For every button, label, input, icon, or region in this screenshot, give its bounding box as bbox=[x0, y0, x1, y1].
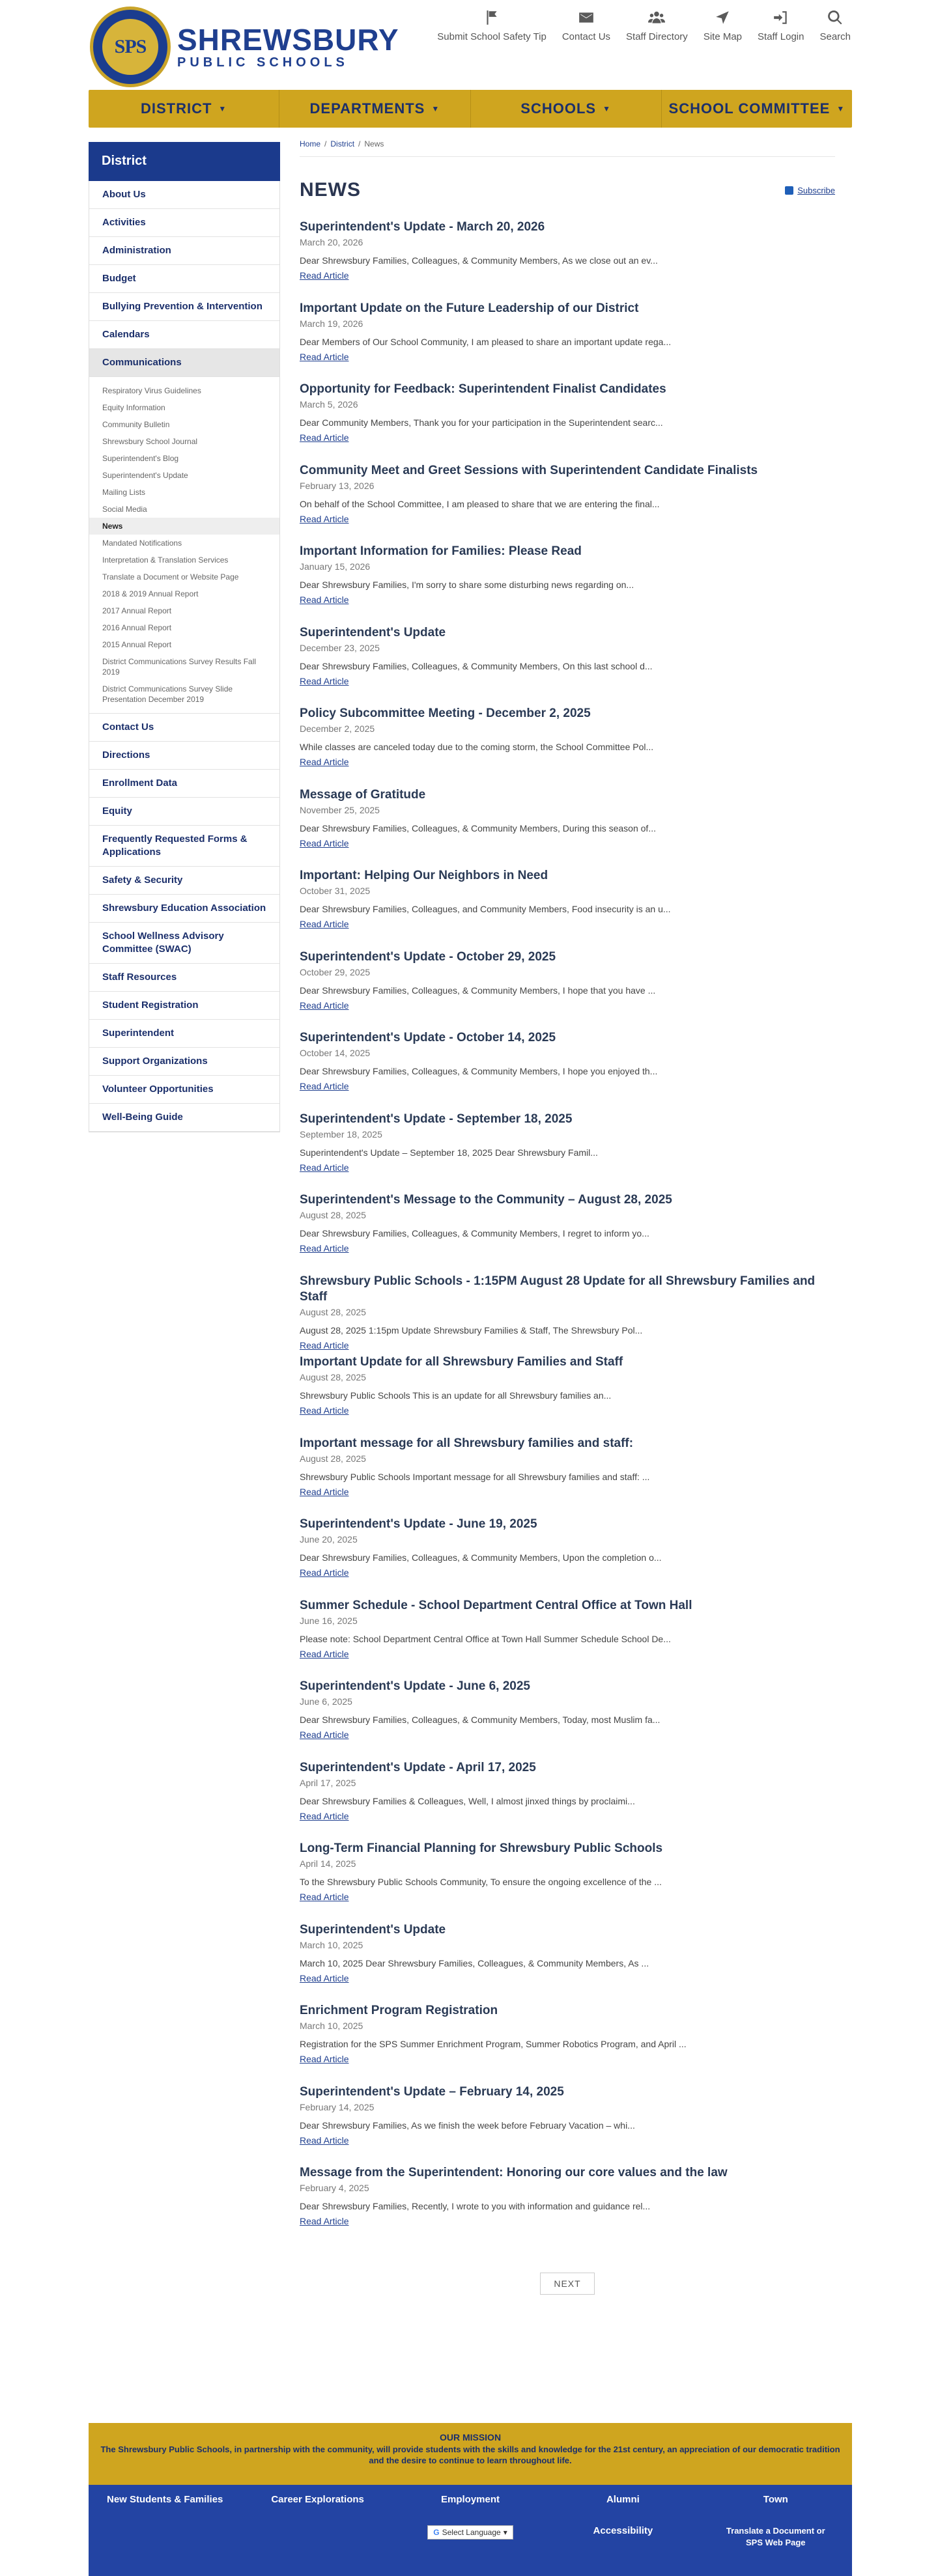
news-article bbox=[300, 1112, 835, 1193]
article-excerpt: Dear Community Members, Thank you for your participation in the Superintendent searc... bbox=[300, 417, 663, 428]
breadcrumb-separator: / bbox=[324, 139, 327, 148]
article-title[interactable]: Summer Schedule - School Department Central Office at Town Hall bbox=[300, 1598, 692, 1612]
footer-col bbox=[89, 2494, 241, 2576]
article-excerpt: Dear Shrewsbury Families, Colleagues, & Community Members, On this last school d... bbox=[300, 660, 653, 671]
breadcrumb-home[interactable]: Home bbox=[300, 139, 321, 148]
sidebar-subitem[interactable]: News bbox=[89, 518, 279, 535]
article-date: March 10, 2025 bbox=[300, 2021, 363, 2031]
news-main bbox=[300, 139, 835, 2295]
article-date: March 5, 2026 bbox=[300, 399, 358, 410]
article-date: August 28, 2025 bbox=[300, 1372, 366, 1382]
article-title[interactable]: Superintendent's Update - June 6, 2025 bbox=[300, 1679, 530, 1693]
article-list bbox=[300, 219, 835, 2247]
sidebar-subitem[interactable]: Translate a Document or Website Page bbox=[102, 572, 239, 581]
news-article bbox=[300, 1760, 835, 1841]
sidebar-subitem[interactable]: 2017 Annual Report bbox=[102, 606, 172, 615]
article-title[interactable]: Shrewsbury Public Schools - 1:15PM August 28 Update for all Shrewsbury Families and Staff bbox=[300, 1274, 816, 1304]
article-excerpt: Dear Shrewsbury Families, Recently, I wrote to you with information and guidance rel... bbox=[300, 2201, 651, 2211]
article-date: April 17, 2025 bbox=[300, 1777, 356, 1788]
article-excerpt: Registration for the SPS Summer Enrichment Program, Summer Robotics Program, and April ... bbox=[300, 2039, 687, 2049]
article-title[interactable]: Message of Gratitude bbox=[300, 787, 426, 802]
article-date: January 15, 2026 bbox=[300, 561, 371, 572]
footer-col bbox=[547, 2494, 699, 2576]
news-article bbox=[300, 1598, 835, 1679]
sidebar-subitem[interactable]: Social Media bbox=[102, 505, 147, 514]
pagination bbox=[300, 2273, 835, 2295]
sidebar-subitem[interactable]: District Communications Survey Results Fall 2019 bbox=[102, 657, 257, 677]
article-date: February 13, 2026 bbox=[300, 480, 375, 491]
article-title[interactable]: Superintendent's Message to the Community – August 28, 2025 bbox=[300, 1193, 672, 1207]
article-title[interactable]: Superintendent's Update bbox=[300, 625, 446, 639]
read-article-link[interactable]: Read Article bbox=[300, 1405, 349, 1416]
staff-login-link[interactable] bbox=[750, 9, 812, 42]
nav-label: SCHOOLS bbox=[520, 100, 597, 117]
read-article-link[interactable]: Read Article bbox=[300, 513, 349, 524]
read-article-link[interactable]: Read Article bbox=[300, 595, 349, 605]
article-date: February 4, 2025 bbox=[300, 2183, 369, 2193]
sidebar-subitem[interactable]: Mailing Lists bbox=[102, 488, 146, 497]
mission-statement bbox=[89, 2423, 852, 2485]
util-label: Contact Us bbox=[561, 31, 611, 42]
article-excerpt: Dear Shrewsbury Families, Colleagues, & Community Members, I regret to inform yo... bbox=[300, 1228, 649, 1239]
news-article bbox=[300, 1192, 835, 1274]
sign-in-icon bbox=[773, 9, 789, 26]
article-excerpt: Dear Shrewsbury Families, Colleagues, and Community Members, Food insecurity is an u... bbox=[300, 904, 671, 914]
read-article-link[interactable]: Read Article bbox=[300, 919, 349, 929]
sidebar-list bbox=[89, 181, 280, 1132]
read-article-link[interactable]: Read Article bbox=[300, 1567, 349, 1578]
search-link[interactable] bbox=[812, 9, 859, 42]
news-article bbox=[300, 2165, 835, 2247]
sidebar-subitem[interactable]: District Communications Survey Slide Presentation December 2019 bbox=[102, 684, 233, 704]
site-map-link[interactable] bbox=[696, 9, 750, 42]
footer-links bbox=[89, 2485, 852, 2576]
read-article-link[interactable]: Read Article bbox=[300, 432, 349, 443]
article-title[interactable]: Message from the Superintendent: Honoring our core values and the law bbox=[300, 2166, 728, 2179]
article-excerpt: Dear Members of Our School Community, I am pleased to share an important update rega... bbox=[300, 336, 672, 347]
news-article bbox=[300, 544, 835, 625]
read-article-link[interactable]: Read Article bbox=[300, 1081, 349, 1091]
article-excerpt: Please note: School Department Central Office at Town Hall Summer Schedule School De... bbox=[300, 1633, 671, 1644]
article-date: February 14, 2025 bbox=[300, 2101, 375, 2112]
footer-careers-link[interactable]: Career Explorations bbox=[271, 2494, 364, 2505]
sidebar-item-communications[interactable]: Communications bbox=[89, 349, 279, 377]
read-article-link[interactable]: Read Article bbox=[300, 1339, 349, 1351]
news-article bbox=[300, 219, 835, 301]
people-icon bbox=[648, 9, 665, 26]
article-date: October 31, 2025 bbox=[300, 886, 371, 896]
article-date: November 25, 2025 bbox=[300, 804, 380, 815]
site-header bbox=[0, 0, 938, 90]
article-title[interactable]: Superintendent's Update – February 14, 2025 bbox=[300, 2084, 564, 2099]
article-title[interactable]: Superintendent's Update - October 14, 2025 bbox=[300, 1031, 556, 1044]
contact-us-link[interactable] bbox=[554, 9, 618, 42]
sidebar-subitem[interactable]: Respiratory Virus Guidelines bbox=[102, 386, 201, 395]
sidebar-item[interactable]: Bullying Prevention & Intervention bbox=[89, 293, 279, 321]
chevron-down-icon: ▾ bbox=[503, 2528, 507, 2537]
sidebar-subitem[interactable]: 2018 & 2019 Annual Report bbox=[102, 589, 199, 598]
site-footer bbox=[89, 2423, 852, 2547]
article-excerpt: Dear Shrewsbury Families, Colleagues, & Community Members, I hope you enjoyed th... bbox=[300, 1066, 658, 1076]
news-article bbox=[300, 2003, 835, 2084]
article-title[interactable]: Policy Subcommittee Meeting - December 2, 2025 bbox=[300, 707, 591, 720]
subscribe-link[interactable] bbox=[785, 186, 835, 195]
chevron-down-icon: ▼ bbox=[431, 104, 440, 113]
language-select-label: Select Language bbox=[442, 2528, 501, 2537]
utility-nav bbox=[429, 9, 859, 42]
article-date: December 2, 2025 bbox=[300, 723, 375, 734]
nav-schools[interactable] bbox=[471, 90, 662, 128]
page-title: NEWS bbox=[300, 179, 361, 201]
article-title[interactable]: Important Update on the Future Leadership of our District bbox=[300, 301, 639, 315]
util-label: Search bbox=[819, 31, 851, 42]
footer-employment-link[interactable]: Employment bbox=[440, 2494, 500, 2505]
google-g-icon: G bbox=[433, 2528, 440, 2537]
nav-label: DISTRICT bbox=[140, 100, 212, 117]
article-title[interactable]: Community Meet and Greet Sessions with Superintendent Candidate Finalists bbox=[300, 463, 758, 477]
sidebar-item[interactable]: Activities bbox=[89, 209, 279, 237]
read-article-link[interactable]: Read Article bbox=[300, 2216, 349, 2226]
article-excerpt: Dear Shrewsbury Families, As we finish the week before February Vacation – whi... bbox=[300, 2120, 635, 2131]
read-article-link[interactable]: Read Article bbox=[300, 1810, 349, 1821]
sidebar-submenu bbox=[89, 377, 279, 714]
article-date: September 18, 2025 bbox=[300, 1128, 382, 1140]
sidebar-subitem[interactable]: 2016 Annual Report bbox=[102, 623, 172, 632]
mission-title: OUR MISSION bbox=[439, 2432, 502, 2443]
read-article-link[interactable]: Read Article bbox=[300, 270, 349, 281]
article-excerpt: Shrewsbury Public Schools Important message for all Shrewsbury families and staff: ... bbox=[300, 1471, 650, 1482]
location-arrow-icon bbox=[714, 9, 731, 26]
news-article bbox=[300, 463, 835, 544]
nav-label: SCHOOL COMMITTEE bbox=[668, 100, 831, 117]
news-article bbox=[300, 1841, 835, 1922]
read-article-link[interactable]: Read Article bbox=[300, 2135, 349, 2146]
article-title[interactable]: Long-Term Financial Planning for Shrewsbury Public Schools bbox=[300, 1841, 663, 1855]
sidebar-subitem[interactable]: Equity Information bbox=[102, 403, 165, 412]
read-article-link[interactable]: Read Article bbox=[300, 1486, 349, 1497]
read-article-link[interactable]: Read Article bbox=[300, 1729, 349, 1740]
news-article bbox=[300, 1517, 835, 1598]
news-article bbox=[300, 1679, 835, 1760]
sidebar-item[interactable]: Calendars bbox=[89, 321, 279, 349]
read-article-link[interactable]: Read Article bbox=[300, 1162, 349, 1173]
rss-icon bbox=[785, 186, 793, 195]
article-title[interactable]: Enrichment Program Registration bbox=[300, 2004, 498, 2017]
site-logo[interactable] bbox=[90, 7, 399, 87]
nav-label: DEPARTMENTS bbox=[309, 100, 425, 117]
nav-district[interactable] bbox=[89, 90, 279, 128]
article-excerpt: August 28, 2025 1:15pm Update Shrewsbury Families & Staff, The Shrewsbury Pol... bbox=[300, 1324, 643, 1336]
sidebar-subitem[interactable]: Community Bulletin bbox=[102, 420, 170, 429]
brand-subname: PUBLIC SCHOOLS bbox=[177, 55, 348, 70]
article-excerpt: Dear Shrewsbury Families, Colleagues, & Community Members, During this season of... bbox=[300, 822, 656, 833]
read-article-link[interactable]: Read Article bbox=[300, 1243, 349, 1253]
envelope-icon bbox=[578, 9, 595, 26]
article-title[interactable]: Superintendent's Update - October 29, 2025 bbox=[300, 949, 556, 964]
article-title[interactable]: Superintendent's Update - March 20, 2026 bbox=[300, 220, 545, 234]
article-excerpt: Dear Shrewsbury Families & Colleagues, Well, I almost jinxed things by proclaimi... bbox=[300, 1795, 635, 1806]
news-article bbox=[300, 949, 835, 1031]
sidebar-item[interactable]: Volunteer Opportunities bbox=[89, 1076, 279, 1104]
language-select[interactable] bbox=[427, 2525, 513, 2540]
breadcrumb-separator: / bbox=[358, 139, 361, 148]
title-row bbox=[300, 179, 835, 201]
article-title[interactable]: Important Information for Families: Please Read bbox=[300, 544, 582, 558]
brand-wordmark bbox=[177, 25, 399, 69]
news-article bbox=[300, 868, 835, 949]
footer-translate-link[interactable]: Translate a Document or SPS Web Page bbox=[726, 2526, 825, 2547]
util-label: Submit School Safety Tip bbox=[437, 31, 547, 42]
article-title[interactable]: Superintendent's Update bbox=[300, 1922, 446, 1937]
article-excerpt: Superintendent's Update – September 18, 2025 Dear Shrewsbury Famil... bbox=[300, 1147, 598, 1158]
news-article bbox=[300, 382, 835, 463]
chevron-down-icon: ▼ bbox=[603, 104, 611, 113]
util-label: Staff Directory bbox=[626, 31, 688, 42]
read-article-link[interactable]: Read Article bbox=[300, 757, 349, 767]
article-excerpt: On behalf of the School Committee, I am pleased to share that we are entering the final... bbox=[300, 498, 660, 509]
article-date: June 6, 2025 bbox=[300, 1696, 352, 1707]
news-article bbox=[300, 1030, 835, 1112]
news-article bbox=[300, 1274, 835, 1355]
footer-town-link[interactable]: Town bbox=[763, 2494, 788, 2505]
sidebar-item[interactable]: School Wellness Advisory Committee (SWAC) bbox=[89, 923, 279, 964]
sidebar-item[interactable]: Shrewsbury Education Association bbox=[89, 895, 279, 923]
article-date: October 29, 2025 bbox=[300, 966, 371, 977]
footer-col bbox=[394, 2494, 547, 2576]
sidebar-subitem[interactable]: 2015 Annual Report bbox=[102, 640, 172, 649]
article-title[interactable]: Opportunity for Feedback: Superintendent Finalist Candidates bbox=[300, 382, 666, 396]
brand-name: SHREWSBURY bbox=[177, 23, 399, 57]
safety-tip-link[interactable] bbox=[429, 9, 554, 42]
article-excerpt: March 10, 2025 Dear Shrewsbury Families, Colleagues, & Community Members, As ... bbox=[300, 1957, 649, 1968]
sidebar-subitem[interactable]: Superintendent's Blog bbox=[102, 454, 179, 463]
article-date: August 28, 2025 bbox=[300, 1453, 366, 1464]
article-date: April 14, 2025 bbox=[300, 1858, 356, 1869]
main-nav bbox=[89, 90, 852, 128]
article-date: March 20, 2026 bbox=[300, 237, 363, 247]
sidebar-item[interactable]: Safety & Security bbox=[89, 867, 279, 895]
sidebar-title: District bbox=[89, 142, 280, 181]
news-article bbox=[300, 787, 835, 869]
seal-monogram: SPS bbox=[100, 17, 160, 77]
sidebar-item[interactable]: Staff Resources bbox=[89, 964, 279, 992]
mission-text: The Shrewsbury Public Schools, in partnership with the community, will provide students with the skills and knowledge for the 21st century, an appreciation of our democratic tradition and the desire to continue to learn throughout life. bbox=[100, 2444, 840, 2465]
sidebar-item[interactable]: Support Organizations bbox=[89, 1048, 279, 1076]
news-article bbox=[300, 1922, 835, 2004]
sidebar-subitem[interactable]: Mandated Notifications bbox=[102, 539, 182, 548]
news-article bbox=[300, 706, 835, 787]
article-date: December 23, 2025 bbox=[300, 642, 380, 653]
article-excerpt: Dear Shrewsbury Families, Colleagues, & Community Members, I hope that you have ... bbox=[300, 985, 656, 996]
next-page-button[interactable]: NEXT bbox=[540, 2273, 594, 2295]
news-article bbox=[300, 1354, 835, 1436]
sidebar-subitem[interactable]: Superintendent's Update bbox=[102, 471, 188, 480]
article-date: June 20, 2025 bbox=[300, 1534, 358, 1545]
sidebar-item[interactable]: Enrollment Data bbox=[89, 770, 279, 798]
sidebar-item[interactable]: Well-Being Guide bbox=[89, 1104, 279, 1132]
read-article-link[interactable]: Read Article bbox=[300, 1972, 349, 1983]
article-date: March 19, 2026 bbox=[300, 318, 363, 329]
article-title[interactable]: Superintendent's Update - September 18, 2025 bbox=[300, 1112, 573, 1126]
sidebar-item[interactable]: Directions bbox=[89, 742, 279, 770]
article-excerpt: Shrewsbury Public Schools This is an update for all Shrewsbury families an... bbox=[300, 1390, 612, 1401]
sidebar-subitem[interactable]: Shrewsbury School Journal bbox=[102, 437, 198, 446]
article-title[interactable]: Superintendent's Update - April 17, 2025 bbox=[300, 1760, 536, 1774]
chevron-down-icon: ▼ bbox=[218, 104, 227, 113]
breadcrumb bbox=[300, 139, 835, 157]
read-article-link[interactable]: Read Article bbox=[300, 675, 349, 686]
district-seal bbox=[90, 7, 171, 87]
search-icon bbox=[827, 9, 844, 26]
footer-accessibility-link[interactable]: Accessibility bbox=[593, 2525, 653, 2536]
article-excerpt: Dear Shrewsbury Families, Colleagues, & Community Members, Upon the completion o... bbox=[300, 1552, 662, 1563]
read-article-link[interactable]: Read Article bbox=[300, 351, 349, 362]
sidebar-item[interactable]: Student Registration bbox=[89, 992, 279, 1020]
util-label: Staff Login bbox=[758, 31, 804, 42]
news-article bbox=[300, 2084, 835, 2166]
article-excerpt: Dear Shrewsbury Families, I'm sorry to share some disturbing news regarding on... bbox=[300, 580, 634, 590]
subscribe-label: Subscribe bbox=[797, 185, 835, 195]
read-article-link[interactable]: Read Article bbox=[300, 1892, 349, 1902]
sidebar-item[interactable]: Frequently Requested Forms & Applications bbox=[89, 826, 279, 867]
staff-directory-link[interactable] bbox=[618, 9, 696, 42]
read-article-link[interactable]: Read Article bbox=[300, 1648, 349, 1659]
breadcrumb-district[interactable]: District bbox=[330, 139, 355, 148]
article-excerpt: While classes are canceled today due to the coming storm, the School Committee Pol... bbox=[300, 742, 654, 752]
sidebar-item[interactable]: About Us bbox=[89, 181, 279, 209]
news-article bbox=[300, 301, 835, 382]
article-excerpt: Dear Shrewsbury Families, Colleagues, & Community Members, As we close out an ev... bbox=[300, 255, 658, 266]
article-date: June 16, 2025 bbox=[300, 1615, 358, 1626]
article-title[interactable]: Important message for all Shrewsbury families and staff: bbox=[300, 1436, 634, 1450]
footer-col bbox=[241, 2494, 393, 2576]
news-article bbox=[300, 625, 835, 707]
read-article-link[interactable]: Read Article bbox=[300, 837, 349, 848]
footer-col bbox=[700, 2494, 852, 2576]
flag-icon bbox=[483, 9, 500, 26]
article-excerpt: To the Shrewsbury Public Schools Community, To ensure the ongoing excellence of the ... bbox=[300, 1877, 662, 1887]
article-date: August 28, 2025 bbox=[300, 1210, 366, 1220]
sidebar-item[interactable]: Contact Us bbox=[89, 714, 279, 742]
util-label: Site Map bbox=[703, 31, 743, 42]
sidebar-subitem[interactable]: Interpretation & Translation Services bbox=[102, 555, 229, 565]
article-excerpt: Dear Shrewsbury Families, Colleagues, & Community Members, Today, most Muslim fa... bbox=[300, 1715, 661, 1725]
breadcrumb-current: News bbox=[364, 139, 384, 148]
footer-alumni-link[interactable]: Alumni bbox=[606, 2494, 640, 2505]
nav-departments[interactable] bbox=[279, 90, 470, 128]
article-title[interactable]: Important: Helping Our Neighbors in Need bbox=[300, 869, 548, 882]
article-date: August 28, 2025 bbox=[300, 1306, 366, 1317]
sidebar-item[interactable]: Administration bbox=[89, 237, 279, 265]
nav-school-committee[interactable] bbox=[662, 90, 852, 128]
read-article-link[interactable]: Read Article bbox=[300, 2054, 349, 2064]
sidebar-item[interactable]: Equity bbox=[89, 798, 279, 826]
article-date: March 10, 2025 bbox=[300, 1939, 363, 1950]
sidebar-item[interactable]: Budget bbox=[89, 265, 279, 293]
district-sidebar bbox=[89, 142, 280, 1132]
article-date: October 14, 2025 bbox=[300, 1048, 371, 1058]
read-article-link[interactable]: Read Article bbox=[300, 1000, 349, 1011]
article-title[interactable]: Superintendent's Update - June 19, 2025 bbox=[300, 1517, 537, 1531]
footer-new-students-link[interactable]: New Students & Families bbox=[107, 2494, 223, 2505]
news-article bbox=[300, 1436, 835, 1517]
sidebar-item[interactable]: Superintendent bbox=[89, 1020, 279, 1048]
chevron-down-icon: ▼ bbox=[836, 104, 846, 113]
article-title[interactable]: Important Update for all Shrewsbury Families and Staff bbox=[300, 1355, 623, 1369]
